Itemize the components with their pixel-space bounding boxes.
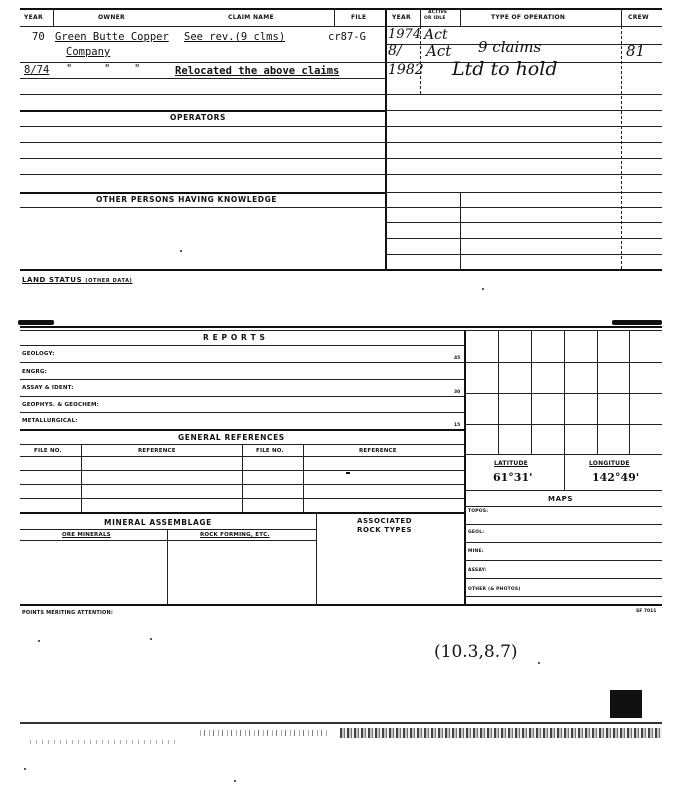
speck xyxy=(24,768,26,770)
report-num-45: 45 xyxy=(454,356,461,361)
maps-other: OTHER (& PHOTOS) xyxy=(468,587,521,592)
scan-noise xyxy=(30,740,180,744)
entry-1-owner: Green Butte Copper xyxy=(55,31,169,43)
row-line xyxy=(20,362,464,363)
row-line xyxy=(464,542,662,543)
crew-divider xyxy=(621,26,622,269)
report-assay: ASSAY & IDENT: xyxy=(22,385,74,391)
center-divider xyxy=(385,8,387,270)
grid-col xyxy=(629,330,630,454)
ref-divider xyxy=(303,444,304,512)
hand-crew: 81 xyxy=(626,42,646,60)
col-crew-header: CREW xyxy=(628,14,649,21)
associated-divider xyxy=(316,512,317,604)
knowledge-top-line xyxy=(20,192,385,194)
report-num-30: 30 xyxy=(454,390,461,395)
entry-2-owner-ditto: " xyxy=(104,63,111,75)
mineral-col-ore: ORE MINERALS xyxy=(62,532,111,538)
speck xyxy=(538,662,540,664)
ref-col-reference: REFERENCE xyxy=(138,448,176,454)
header-divider xyxy=(420,8,421,26)
header-divider xyxy=(621,8,622,26)
grid-col xyxy=(597,330,598,454)
grid-row xyxy=(464,393,662,394)
row-line xyxy=(20,540,316,541)
report-geophys: GEOPHYS. & GEOCHEM: xyxy=(22,402,100,408)
latlong-divider xyxy=(564,454,565,490)
form-number: SF 7011 xyxy=(636,609,657,614)
speck xyxy=(38,640,40,642)
land-status-title xyxy=(22,276,132,284)
entry-2-owner-ditto: " xyxy=(134,63,141,75)
row-line xyxy=(20,396,464,397)
report-geology: GEOLOGY: xyxy=(22,351,55,357)
land-status-sub: (OTHER DATA) xyxy=(85,278,133,284)
ref-col-file-no-2: FILE NO. xyxy=(256,448,284,454)
references-bottom-line xyxy=(20,512,464,514)
entry-1-owner-cont: Company xyxy=(66,46,111,58)
hand-type-1: 9 claims xyxy=(478,38,542,56)
mineral-col-rock: ROCK FORMING, ETC. xyxy=(200,532,270,538)
row-line xyxy=(20,78,385,79)
entry-2-owner-ditto: " xyxy=(66,63,73,75)
report-engrg: ENGRG: xyxy=(22,369,48,375)
row-line xyxy=(464,506,662,507)
row-line xyxy=(20,207,385,208)
entry-1-file: cr87-G xyxy=(328,31,366,43)
grid-row xyxy=(464,424,662,425)
row-line xyxy=(464,596,662,597)
associated-title-1: ASSOCIATED xyxy=(357,517,413,525)
col-year-header: YEAR xyxy=(24,14,43,21)
coordinate-note: (10.3,8.7) xyxy=(434,642,518,662)
col-claim-name-header: CLAIM NAME xyxy=(228,14,274,21)
grid-row xyxy=(464,362,662,363)
maps-assay: ASSAY: xyxy=(468,568,487,573)
operators-title: OPERATORS xyxy=(170,113,227,122)
col-active-header-2: OR IDLE xyxy=(424,16,446,21)
row-line xyxy=(20,62,385,63)
row-line xyxy=(20,529,316,530)
row-line xyxy=(20,94,385,95)
grid-col xyxy=(498,330,499,454)
maps-topos: TOPOS: xyxy=(468,509,489,514)
maps-mine: MINE: xyxy=(468,549,484,554)
reports-top-line xyxy=(20,326,662,328)
mineral-assemblage-title: MINERAL ASSEMBLAGE xyxy=(104,518,212,527)
hand-year-3: 1982 xyxy=(388,62,424,78)
top-border xyxy=(20,8,662,10)
header-bottom-line xyxy=(20,26,662,27)
header-divider xyxy=(460,8,461,26)
land-status-label: LAND STATUS xyxy=(22,276,83,284)
maps-title: MAPS xyxy=(548,495,573,503)
associated-title-2: ROCK TYPES xyxy=(357,526,413,534)
grid-col xyxy=(564,330,565,454)
grid-left-border xyxy=(464,330,466,604)
col-file-header: FILE xyxy=(351,14,367,21)
row-line xyxy=(20,142,385,143)
registration-mark xyxy=(610,690,642,718)
col-type-header: TYPE OF OPERATION xyxy=(491,14,566,21)
reports-title: R E P O R T S xyxy=(203,333,266,342)
bottom-block-line xyxy=(20,604,662,606)
row-line xyxy=(464,524,662,525)
ref-col-file-no: FILE NO. xyxy=(34,448,62,454)
ref-mark xyxy=(346,472,350,474)
hand-status-1: Act xyxy=(424,27,448,43)
grid-row xyxy=(464,454,662,455)
hand-year-2: 8/ xyxy=(388,43,402,59)
row-line xyxy=(20,158,385,159)
scan-noise xyxy=(340,728,662,738)
general-references-title: GENERAL REFERENCES xyxy=(178,433,285,442)
punch-mark-left xyxy=(18,320,54,325)
entry-1-claim: See rev.(9 clms) xyxy=(184,31,286,43)
mineral-divider xyxy=(167,529,168,604)
header-divider xyxy=(53,8,54,26)
punch-mark-right xyxy=(612,320,662,325)
row-line xyxy=(20,379,464,380)
ref-col-reference-2: REFERENCE xyxy=(359,448,397,454)
speck xyxy=(234,780,236,782)
col-year2-header: YEAR xyxy=(392,14,411,21)
longitude-label: LONGITUDE xyxy=(589,460,630,467)
reports-top-line-2 xyxy=(20,330,662,331)
speck xyxy=(482,288,484,290)
report-metallurgical: METALLURGICAL: xyxy=(22,418,78,424)
latitude-value: 61°31' xyxy=(493,471,533,484)
grid-col xyxy=(531,330,532,454)
scan-band-line xyxy=(20,722,662,724)
entry-1-year: 70 xyxy=(32,31,45,43)
speck xyxy=(150,638,152,640)
row-line xyxy=(464,490,662,491)
entry-2-claim: Relocated the above claims xyxy=(175,65,340,77)
hand-status-2: Act xyxy=(426,42,452,60)
maps-geol: GEOL: xyxy=(468,530,485,535)
col-active-header-1: ACTIVE xyxy=(428,10,448,15)
longitude-value: 142°49' xyxy=(592,471,640,484)
col-owner-header: OWNER xyxy=(98,14,125,21)
hand-year-1: 1974 xyxy=(388,27,422,42)
entry-2-year: 8/74 xyxy=(24,64,50,76)
ref-divider xyxy=(242,444,243,512)
hand-type-2: Ltd to hold xyxy=(452,58,558,80)
points-meriting-attention: POINTS MERITING ATTENTION: xyxy=(22,610,114,616)
row-line xyxy=(20,174,385,175)
row-line xyxy=(464,578,662,579)
right-divider xyxy=(460,192,461,269)
speck xyxy=(180,250,182,252)
reports-title-line xyxy=(20,345,464,346)
top-table-bottom xyxy=(20,269,662,271)
reports-bottom-line xyxy=(20,429,464,431)
knowledge-title: OTHER PERSONS HAVING KNOWLEDGE xyxy=(96,195,278,204)
latitude-label: LATITUDE xyxy=(494,460,528,467)
operators-top-line xyxy=(20,110,385,112)
header-divider xyxy=(334,8,335,26)
report-num-15: 15 xyxy=(454,423,461,428)
row-line xyxy=(20,412,464,413)
ref-divider xyxy=(81,444,82,512)
scan-noise xyxy=(200,730,330,736)
row-line xyxy=(464,560,662,561)
row-line xyxy=(20,126,385,127)
